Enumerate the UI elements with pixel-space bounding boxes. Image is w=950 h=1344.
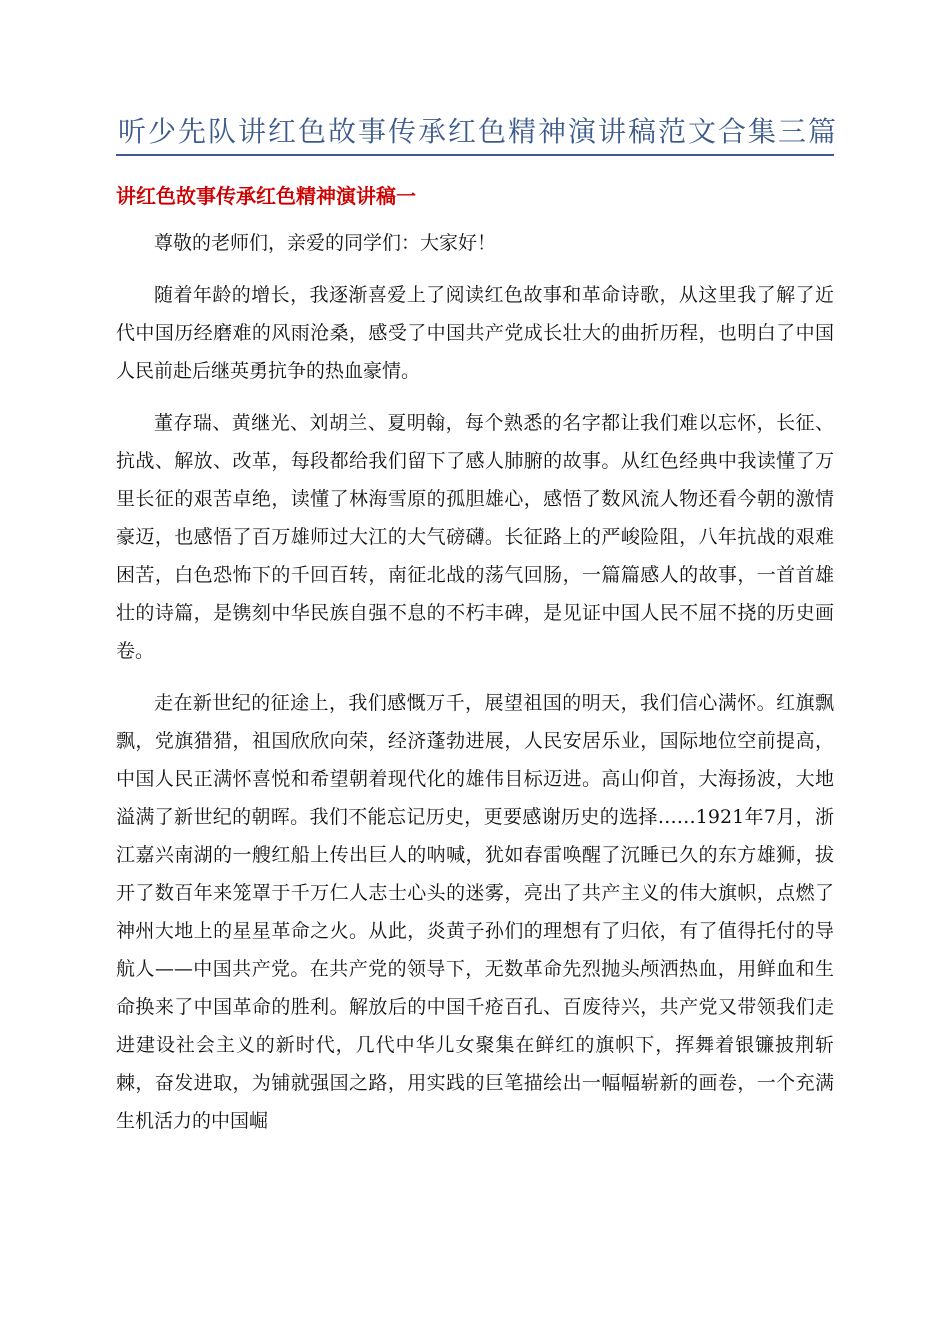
paragraph-2: 董存瑞、黄继光、刘胡兰、夏明翰，每个熟悉的名字都让我们难以忘怀，长征、抗战、解放、改革，每段都给我们留下了感人肺腑的故事。从红色经典中我读懂了万里长征的艰苦卓绝，读懂了林海雪原的孤胆雄心，感悟了数风流人物还看今朝的激情豪迈，也感悟了百万雄师过大江的大气磅礴。长征路上的严峻险阻，八年抗战的艰难困苦，白色恐怖下的千回百转，南征北战的荡气回肠，一篇篇感人的故事，一首首雄壮的诗篇，是镌刻中华民族自强不息的不朽丰碑，是见证中国人民不屈不挠的历史画卷。	[116, 412, 834, 662]
paragraph-1: 随着年龄的增长，我逐渐喜爱上了阅读红色故事和革命诗歌，从这里我了解了近代中国历经磨难的风雨沧桑，感受了中国共产党成长壮大的曲折历程，也明白了中国人民前赴后继英勇抗争的热血豪情。	[116, 284, 834, 382]
paragraph-greeting: 尊敬的老师们，亲爱的同学们：大家好！	[154, 232, 497, 254]
section-heading: 讲红色故事传承红色精神演讲稿一	[116, 184, 416, 208]
document-title: 听少先队讲红色故事传承红色精神演讲稿范文合集三篇	[118, 115, 839, 148]
paragraph-3: 走在新世纪的征途上，我们感慨万千，展望祖国的明天，我们信心满怀。红旗飘飘，党旗猎猎，祖国欣欣向荣，经济蓬勃进展，人民安居乐业，国际地位空前提高，中国人民正满怀喜悦和希望朝着现代化的雄伟目标迈进。高山仰首，大海扬波，大地溢满了新世纪的朝晖。我们不能忘记历史，更要感谢历史的选择……1921年7月，浙江嘉兴南湖的一艘红船上传出巨人的呐喊，犹如春雷唤醒了沉睡已久的东方雄狮，拔开了数百年来笼罩于千万仁人志士心头的迷雾，亮出了共产主义的伟大旗帜，点燃了神州大地上的星星革命之火。从此，炎黄子孙们的理想有了归依，有了值得托付的导航人——中国共产党。在共产党的领导下，无数革命先烈抛头颅洒热血，用鲜血和生命换来了中国革命的胜利。解放后的中国千疮百孔、百废待兴，共产党又带领我们走进建设社会主义的新时代，几代中华儿女聚集在鲜红的旗帜下，挥舞着银镰披荆斩棘，奋发进取，为铺就强国之路，用实践的巨笔描绘出一幅幅崭新的画卷，一个充满生机活力的中国崛	[116, 692, 834, 1132]
document-body	[116, 224, 834, 1154]
title-underline	[116, 154, 834, 156]
